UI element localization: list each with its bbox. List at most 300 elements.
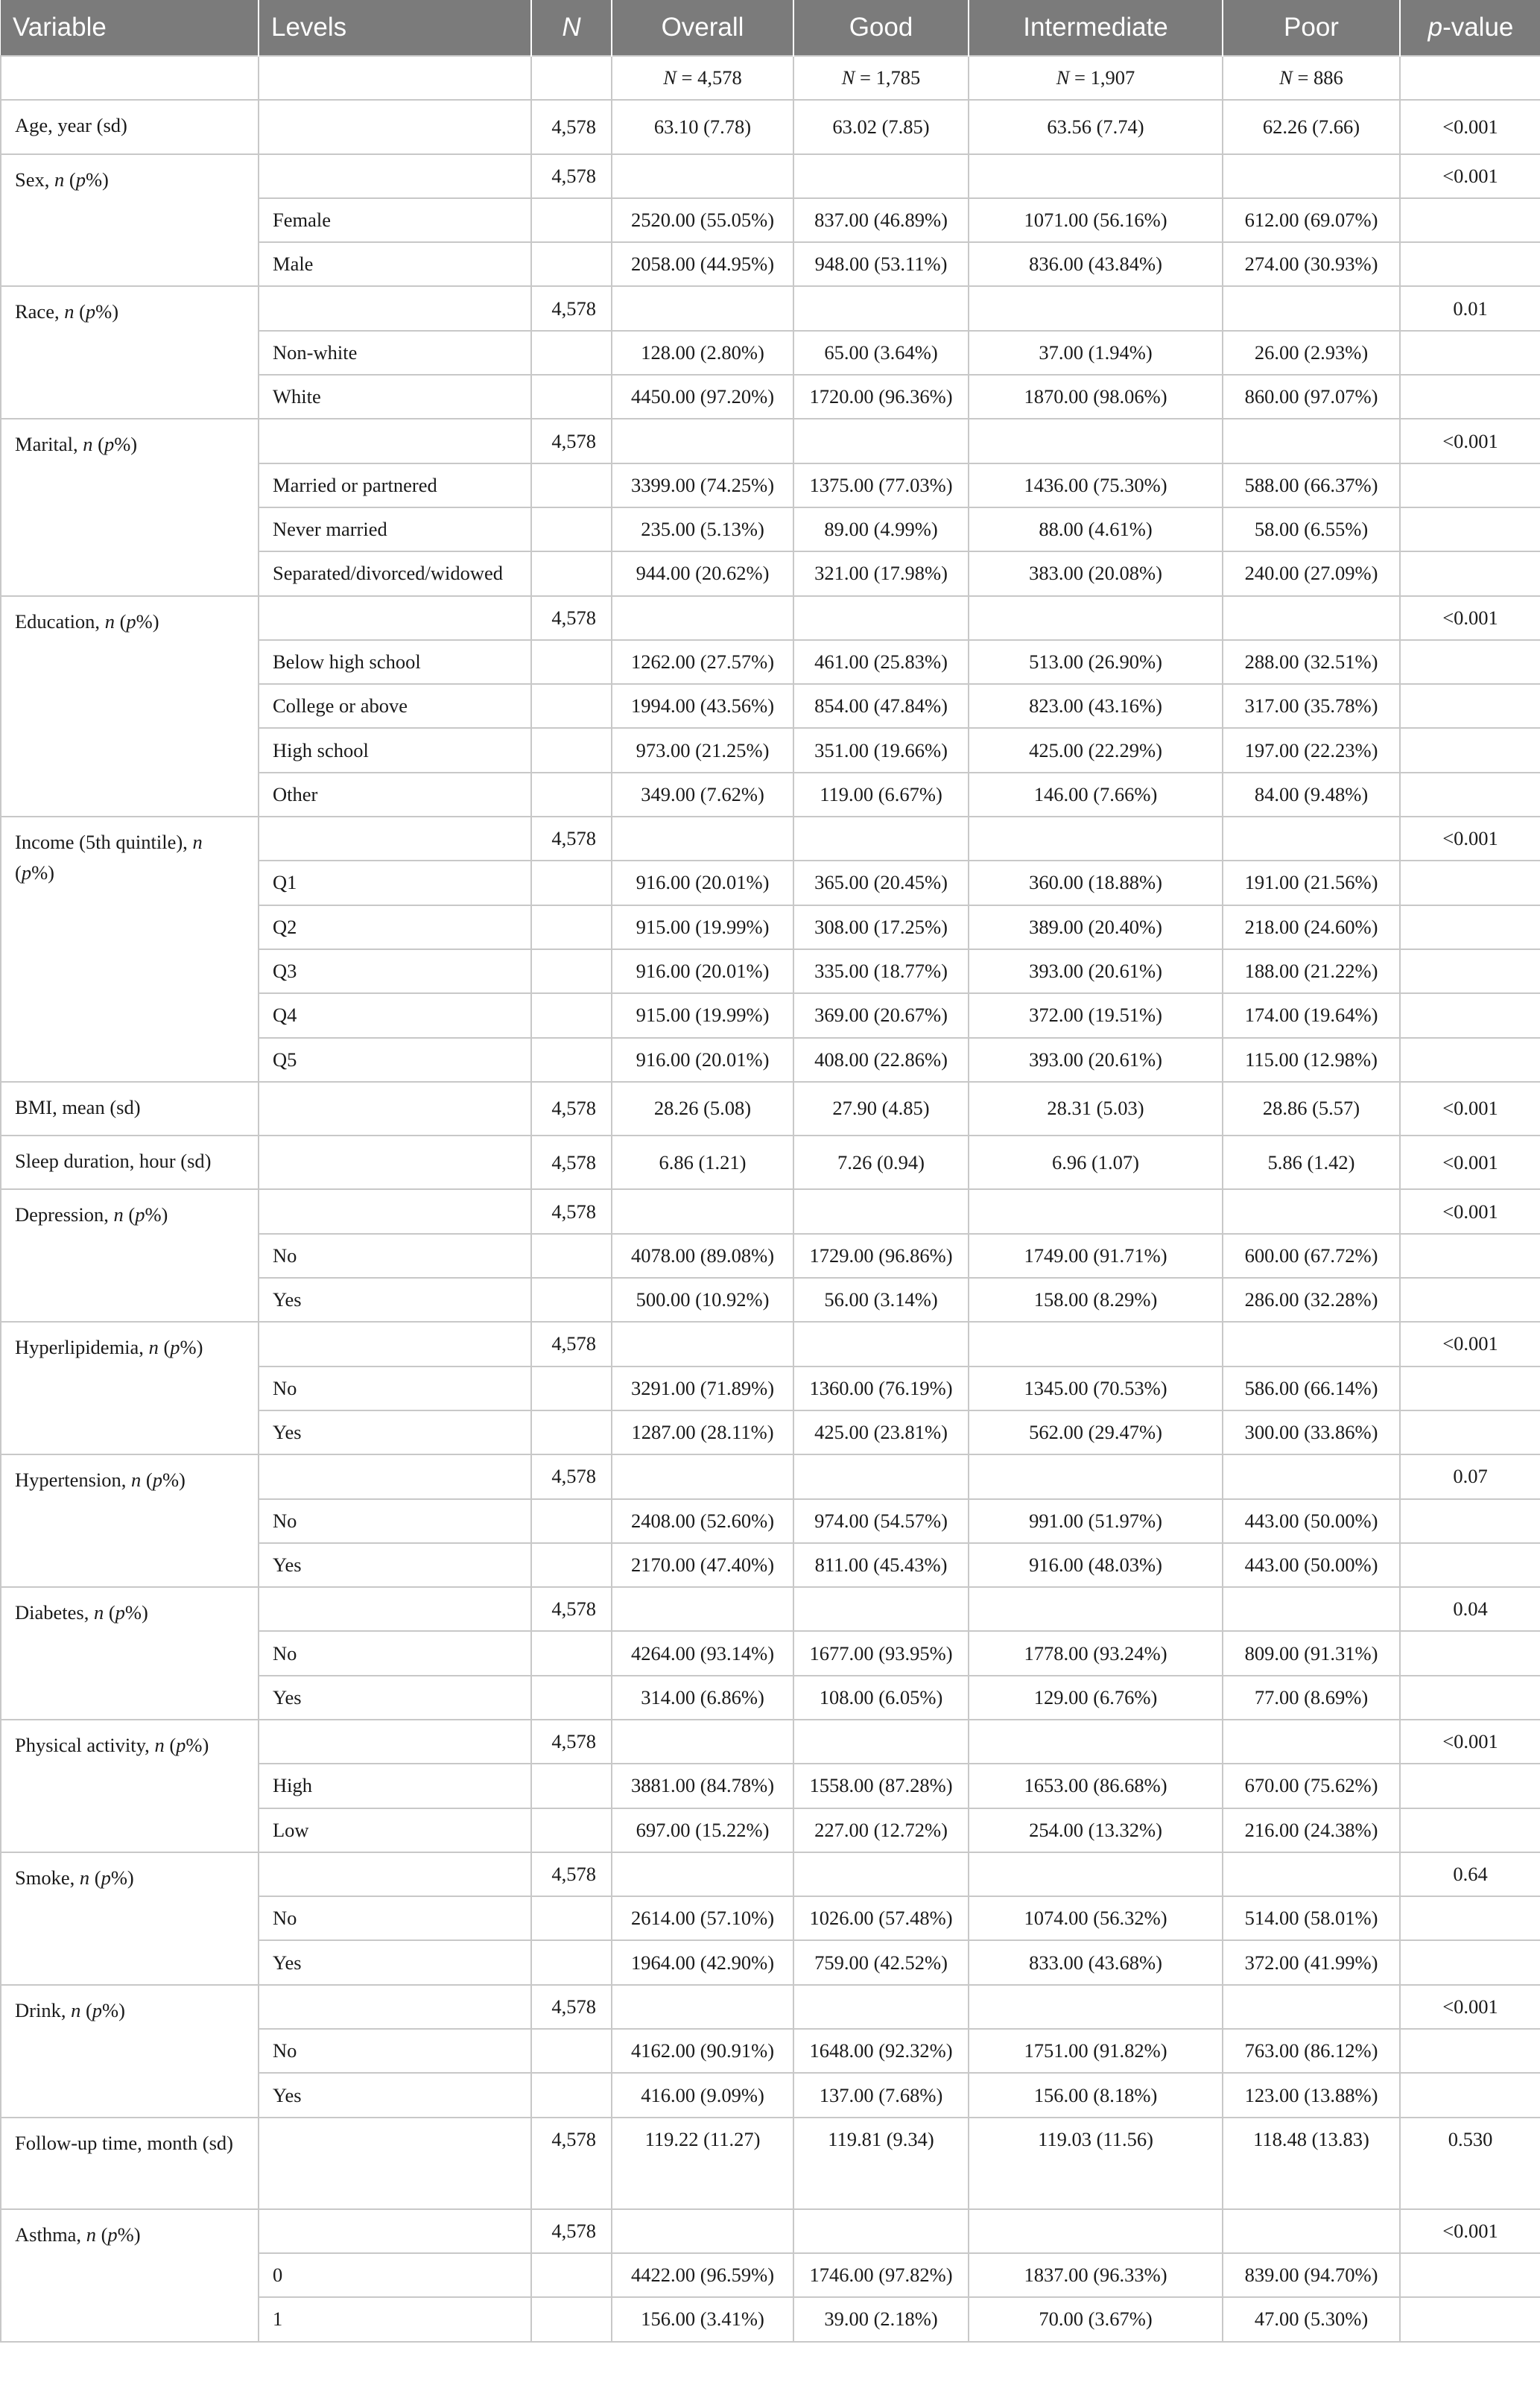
poor-cell: 188.00 (21.22%) xyxy=(1223,949,1400,993)
level-label: Yes xyxy=(259,1278,531,1322)
good-cell: 227.00 (12.72%) xyxy=(793,1808,969,1852)
n-cell xyxy=(531,2029,612,2073)
overall-cell xyxy=(612,1852,793,1896)
good-cell: 108.00 (6.05%) xyxy=(793,1676,969,1720)
good-cell: 27.90 (4.85) xyxy=(793,1082,969,1136)
n-cell xyxy=(531,773,612,817)
variable-cell: Sex, n (p%) xyxy=(1,154,259,287)
variable-cell: BMI, mean (sd) xyxy=(1,1082,259,1136)
poor-cell: 286.00 (32.28%) xyxy=(1223,1278,1400,1322)
n-cell xyxy=(531,684,612,728)
variable-cell: Sleep duration, hour (sd) xyxy=(1,1136,259,1189)
totals-overall: N = 4,578 xyxy=(612,56,793,100)
levels-cell xyxy=(259,1720,531,1764)
good-cell: 461.00 (25.83%) xyxy=(793,640,969,684)
good-cell xyxy=(793,817,969,861)
p-value-cell xyxy=(1400,1543,1540,1587)
header-variable: Variable xyxy=(1,0,259,56)
good-cell: 89.00 (4.99%) xyxy=(793,507,969,551)
poor-cell: 240.00 (27.09%) xyxy=(1223,551,1400,595)
poor-cell: 28.86 (5.57) xyxy=(1223,1082,1400,1136)
good-cell: 119.81 (9.34) xyxy=(793,2118,969,2209)
overall-cell: 1262.00 (27.57%) xyxy=(612,640,793,684)
p-value-cell xyxy=(1400,993,1540,1037)
poor-cell xyxy=(1223,286,1400,330)
good-cell: 1746.00 (97.82%) xyxy=(793,2253,969,2297)
table-row xyxy=(1,2209,1540,2253)
p-value-cell xyxy=(1400,1808,1540,1852)
p-value-cell xyxy=(1400,684,1540,728)
poor-cell: 586.00 (66.14%) xyxy=(1223,1366,1400,1410)
intermediate-cell: 156.00 (8.18%) xyxy=(969,2073,1223,2117)
p-value-cell: <0.001 xyxy=(1400,1322,1540,1366)
poor-cell: 763.00 (86.12%) xyxy=(1223,2029,1400,2073)
p-value-cell xyxy=(1400,1366,1540,1410)
poor-cell: 5.86 (1.42) xyxy=(1223,1136,1400,1189)
n-cell xyxy=(531,198,612,242)
header-p-value: p-value xyxy=(1400,0,1540,56)
level-label: Yes xyxy=(259,1940,531,1984)
poor-cell: 612.00 (69.07%) xyxy=(1223,198,1400,242)
p-value-cell xyxy=(1400,1940,1540,1984)
level-label: 1 xyxy=(259,2297,531,2341)
level-label: Female xyxy=(259,198,531,242)
n-cell: 4,578 xyxy=(531,286,612,330)
n-cell: 4,578 xyxy=(531,1587,612,1631)
poor-cell: 600.00 (67.72%) xyxy=(1223,1234,1400,1278)
n-cell xyxy=(531,242,612,286)
poor-cell: 26.00 (2.93%) xyxy=(1223,331,1400,375)
n-cell xyxy=(531,1631,612,1675)
n-cell xyxy=(531,1278,612,1322)
poor-cell: 317.00 (35.78%) xyxy=(1223,684,1400,728)
level-label: Low xyxy=(259,1808,531,1852)
p-value-cell xyxy=(1400,198,1540,242)
n-cell: 4,578 xyxy=(531,154,612,198)
good-cell xyxy=(793,1322,969,1366)
overall-cell: 1287.00 (28.11%) xyxy=(612,1410,793,1454)
totals-good: N = 1,785 xyxy=(793,56,969,100)
n-cell xyxy=(531,2253,612,2297)
p-value-cell: <0.001 xyxy=(1400,1136,1540,1189)
intermediate-cell xyxy=(969,1587,1223,1631)
good-cell: 974.00 (54.57%) xyxy=(793,1499,969,1543)
n-cell xyxy=(531,551,612,595)
intermediate-cell xyxy=(969,1189,1223,1233)
overall-cell: 697.00 (15.22%) xyxy=(612,1808,793,1852)
good-cell xyxy=(793,1587,969,1631)
overall-cell: 4078.00 (89.08%) xyxy=(612,1234,793,1278)
p-value-cell xyxy=(1400,242,1540,286)
intermediate-cell: 389.00 (20.40%) xyxy=(969,905,1223,949)
table-row xyxy=(1,1082,1540,1136)
good-cell: 408.00 (22.86%) xyxy=(793,1038,969,1082)
overall-cell: 915.00 (19.99%) xyxy=(612,905,793,949)
p-value-cell: <0.001 xyxy=(1400,596,1540,640)
p-value-cell xyxy=(1400,331,1540,375)
totals-intermediate: N = 1,907 xyxy=(969,56,1223,100)
level-label: Q3 xyxy=(259,949,531,993)
intermediate-cell xyxy=(969,596,1223,640)
intermediate-cell xyxy=(969,1322,1223,1366)
good-cell: 65.00 (3.64%) xyxy=(793,331,969,375)
poor-cell: 58.00 (6.55%) xyxy=(1223,507,1400,551)
header-intermediate: Intermediate xyxy=(969,0,1223,56)
overall-cell: 63.10 (7.78) xyxy=(612,100,793,153)
poor-cell: 174.00 (19.64%) xyxy=(1223,993,1400,1037)
level-label: Q2 xyxy=(259,905,531,949)
p-value-cell: <0.001 xyxy=(1400,1985,1540,2029)
overall-cell xyxy=(612,1454,793,1498)
n-cell xyxy=(531,331,612,375)
good-cell: 365.00 (20.45%) xyxy=(793,861,969,905)
n-cell: 4,578 xyxy=(531,419,612,463)
header-overall: Overall xyxy=(612,0,793,56)
poor-cell xyxy=(1223,1587,1400,1631)
overall-cell xyxy=(612,2209,793,2253)
overall-cell: 349.00 (7.62%) xyxy=(612,773,793,817)
poor-cell xyxy=(1223,1454,1400,1498)
p-value-cell: <0.001 xyxy=(1400,100,1540,153)
level-label: Non-white xyxy=(259,331,531,375)
p-value-cell xyxy=(1400,1234,1540,1278)
p-value-cell xyxy=(1400,905,1540,949)
levels-cell xyxy=(259,1189,531,1233)
level-label: Q1 xyxy=(259,861,531,905)
overall-cell: 6.86 (1.21) xyxy=(612,1136,793,1189)
level-label: Other xyxy=(259,773,531,817)
p-value-cell xyxy=(1400,375,1540,419)
table-row xyxy=(1,1136,1540,1189)
level-label: Q5 xyxy=(259,1038,531,1082)
good-cell: 321.00 (17.98%) xyxy=(793,551,969,595)
totals-n-cell xyxy=(531,56,612,100)
overall-cell: 500.00 (10.92%) xyxy=(612,1278,793,1322)
overall-cell: 973.00 (21.25%) xyxy=(612,728,793,772)
n-cell: 4,578 xyxy=(531,596,612,640)
poor-cell: 443.00 (50.00%) xyxy=(1223,1499,1400,1543)
levels-cell xyxy=(259,1852,531,1896)
intermediate-cell: 823.00 (43.16%) xyxy=(969,684,1223,728)
p-value-cell xyxy=(1400,463,1540,507)
good-cell xyxy=(793,2209,969,2253)
p-value-cell xyxy=(1400,551,1540,595)
good-cell: 1360.00 (76.19%) xyxy=(793,1366,969,1410)
overall-cell xyxy=(612,1322,793,1366)
good-cell: 137.00 (7.68%) xyxy=(793,2073,969,2117)
overall-cell: 3881.00 (84.78%) xyxy=(612,1764,793,1808)
p-value-cell xyxy=(1400,1038,1540,1082)
p-value-cell xyxy=(1400,1278,1540,1322)
level-label: No xyxy=(259,1234,531,1278)
table-row xyxy=(1,817,1540,861)
overall-cell xyxy=(612,1587,793,1631)
variable-cell: Depression, n (p%) xyxy=(1,1189,259,1322)
poor-cell xyxy=(1223,419,1400,463)
header-row xyxy=(1,0,1540,56)
p-value-cell: <0.001 xyxy=(1400,419,1540,463)
level-label: Yes xyxy=(259,2073,531,2117)
n-cell: 4,578 xyxy=(531,1136,612,1189)
n-cell xyxy=(531,1366,612,1410)
level-label: No xyxy=(259,1499,531,1543)
intermediate-cell xyxy=(969,1852,1223,1896)
levels-cell xyxy=(259,286,531,330)
table-row xyxy=(1,1189,1540,1233)
n-cell xyxy=(531,1808,612,1852)
n-cell xyxy=(531,2073,612,2117)
p-value-cell xyxy=(1400,1896,1540,1940)
intermediate-cell xyxy=(969,817,1223,861)
variable-cell: Physical activity, n (p%) xyxy=(1,1720,259,1852)
levels-cell xyxy=(259,2118,531,2209)
overall-cell xyxy=(612,817,793,861)
overall-cell: 2170.00 (47.40%) xyxy=(612,1543,793,1587)
intermediate-cell: 425.00 (22.29%) xyxy=(969,728,1223,772)
poor-cell: 860.00 (97.07%) xyxy=(1223,375,1400,419)
overall-cell: 2614.00 (57.10%) xyxy=(612,1896,793,1940)
good-cell: 837.00 (46.89%) xyxy=(793,198,969,242)
table-row xyxy=(1,419,1540,463)
intermediate-cell: 1345.00 (70.53%) xyxy=(969,1366,1223,1410)
p-value-cell xyxy=(1400,2297,1540,2341)
intermediate-cell: 1436.00 (75.30%) xyxy=(969,463,1223,507)
n-cell: 4,578 xyxy=(531,1454,612,1498)
poor-cell: 218.00 (24.60%) xyxy=(1223,905,1400,949)
table-row xyxy=(1,286,1540,330)
overall-cell xyxy=(612,419,793,463)
intermediate-cell: 1749.00 (91.71%) xyxy=(969,1234,1223,1278)
good-cell: 1729.00 (96.86%) xyxy=(793,1234,969,1278)
poor-cell: 62.26 (7.66) xyxy=(1223,100,1400,153)
level-label: 0 xyxy=(259,2253,531,2297)
overall-cell xyxy=(612,1189,793,1233)
n-cell xyxy=(531,1499,612,1543)
level-label: White xyxy=(259,375,531,419)
intermediate-cell: 254.00 (13.32%) xyxy=(969,1808,1223,1852)
overall-cell xyxy=(612,1985,793,2029)
levels-cell xyxy=(259,1322,531,1366)
p-value-cell xyxy=(1400,861,1540,905)
poor-cell: 47.00 (5.30%) xyxy=(1223,2297,1400,2341)
intermediate-cell: 88.00 (4.61%) xyxy=(969,507,1223,551)
poor-cell: 300.00 (33.86%) xyxy=(1223,1410,1400,1454)
p-value-cell: <0.001 xyxy=(1400,2209,1540,2253)
table-row xyxy=(1,1454,1540,1498)
variable-cell: Age, year (sd) xyxy=(1,100,259,153)
level-label: Yes xyxy=(259,1410,531,1454)
n-cell xyxy=(531,993,612,1037)
intermediate-cell: 6.96 (1.07) xyxy=(969,1136,1223,1189)
variable-cell: Follow-up time, month (sd) xyxy=(1,2118,259,2209)
intermediate-cell: 833.00 (43.68%) xyxy=(969,1940,1223,1984)
good-cell xyxy=(793,1189,969,1233)
n-cell: 4,578 xyxy=(531,2209,612,2253)
p-value-cell: 0.04 xyxy=(1400,1587,1540,1631)
n-cell xyxy=(531,1764,612,1808)
overall-cell xyxy=(612,154,793,198)
variable-cell: Diabetes, n (p%) xyxy=(1,1587,259,1720)
variable-cell: Drink, n (p%) xyxy=(1,1985,259,2118)
good-cell: 56.00 (3.14%) xyxy=(793,1278,969,1322)
intermediate-cell xyxy=(969,2209,1223,2253)
poor-cell: 123.00 (13.88%) xyxy=(1223,2073,1400,2117)
good-cell: 39.00 (2.18%) xyxy=(793,2297,969,2341)
intermediate-cell: 393.00 (20.61%) xyxy=(969,949,1223,993)
variable-cell: Smoke, n (p%) xyxy=(1,1852,259,1985)
level-label: Separated/divorced/widowed xyxy=(259,551,531,595)
levels-cell xyxy=(259,817,531,861)
poor-cell xyxy=(1223,1720,1400,1764)
intermediate-cell xyxy=(969,1454,1223,1498)
intermediate-cell: 916.00 (48.03%) xyxy=(969,1543,1223,1587)
n-cell: 4,578 xyxy=(531,1189,612,1233)
p-value-cell: 0.530 xyxy=(1400,2118,1540,2209)
table-row xyxy=(1,2118,1540,2209)
intermediate-cell: 1837.00 (96.33%) xyxy=(969,2253,1223,2297)
intermediate-cell: 1778.00 (93.24%) xyxy=(969,1631,1223,1675)
variable-cell: Marital, n (p%) xyxy=(1,419,259,595)
overall-cell: 3399.00 (74.25%) xyxy=(612,463,793,507)
n-cell: 4,578 xyxy=(531,1720,612,1764)
intermediate-cell xyxy=(969,286,1223,330)
intermediate-cell: 383.00 (20.08%) xyxy=(969,551,1223,595)
p-value-cell: 0.01 xyxy=(1400,286,1540,330)
header-levels: Levels xyxy=(259,0,531,56)
intermediate-cell: 146.00 (7.66%) xyxy=(969,773,1223,817)
intermediate-cell: 1870.00 (98.06%) xyxy=(969,375,1223,419)
table-row xyxy=(1,100,1540,153)
good-cell: 119.00 (6.67%) xyxy=(793,773,969,817)
table-row xyxy=(1,154,1540,198)
levels-cell xyxy=(259,1454,531,1498)
overall-cell: 314.00 (6.86%) xyxy=(612,1676,793,1720)
poor-cell xyxy=(1223,1852,1400,1896)
table-row xyxy=(1,1322,1540,1366)
poor-cell: 197.00 (22.23%) xyxy=(1223,728,1400,772)
table-row xyxy=(1,596,1540,640)
good-cell: 854.00 (47.84%) xyxy=(793,684,969,728)
totals-variable-cell xyxy=(1,56,259,100)
good-cell: 63.02 (7.85) xyxy=(793,100,969,153)
good-cell: 811.00 (45.43%) xyxy=(793,1543,969,1587)
levels-cell xyxy=(259,2209,531,2253)
poor-cell: 118.48 (13.83) xyxy=(1223,2118,1400,2209)
n-cell xyxy=(531,905,612,949)
overall-cell: 3291.00 (71.89%) xyxy=(612,1366,793,1410)
level-label: No xyxy=(259,2029,531,2073)
p-value-cell: <0.001 xyxy=(1400,1720,1540,1764)
intermediate-cell: 119.03 (11.56) xyxy=(969,2118,1223,2209)
overall-cell: 916.00 (20.01%) xyxy=(612,861,793,905)
n-cell xyxy=(531,728,612,772)
overall-cell: 416.00 (9.09%) xyxy=(612,2073,793,2117)
n-cell xyxy=(531,1676,612,1720)
level-label: College or above xyxy=(259,684,531,728)
level-label: Male xyxy=(259,242,531,286)
n-cell: 4,578 xyxy=(531,1322,612,1366)
good-cell xyxy=(793,1985,969,2029)
intermediate-cell: 129.00 (6.76%) xyxy=(969,1676,1223,1720)
intermediate-cell: 1653.00 (86.68%) xyxy=(969,1764,1223,1808)
overall-cell: 4264.00 (93.14%) xyxy=(612,1631,793,1675)
overall-cell xyxy=(612,596,793,640)
level-label: High school xyxy=(259,728,531,772)
header-good: Good xyxy=(793,0,969,56)
p-value-cell: 0.64 xyxy=(1400,1852,1540,1896)
overall-cell: 156.00 (3.41%) xyxy=(612,2297,793,2341)
n-cell xyxy=(531,1940,612,1984)
level-label: Q4 xyxy=(259,993,531,1037)
intermediate-cell: 393.00 (20.61%) xyxy=(969,1038,1223,1082)
levels-cell xyxy=(259,1136,531,1189)
good-cell: 759.00 (42.52%) xyxy=(793,1940,969,1984)
totals-row xyxy=(1,56,1540,100)
p-value-cell xyxy=(1400,728,1540,772)
header-poor: Poor xyxy=(1223,0,1400,56)
poor-cell: 443.00 (50.00%) xyxy=(1223,1543,1400,1587)
good-cell: 1677.00 (93.95%) xyxy=(793,1631,969,1675)
levels-cell xyxy=(259,154,531,198)
level-label: Never married xyxy=(259,507,531,551)
good-cell: 1720.00 (96.36%) xyxy=(793,375,969,419)
poor-cell: 288.00 (32.51%) xyxy=(1223,640,1400,684)
p-value-cell: <0.001 xyxy=(1400,1189,1540,1233)
n-cell xyxy=(531,1410,612,1454)
overall-cell: 916.00 (20.01%) xyxy=(612,949,793,993)
poor-cell xyxy=(1223,596,1400,640)
intermediate-cell: 1751.00 (91.82%) xyxy=(969,2029,1223,2073)
overall-cell: 916.00 (20.01%) xyxy=(612,1038,793,1082)
good-cell xyxy=(793,154,969,198)
level-label: No xyxy=(259,1631,531,1675)
level-label: Yes xyxy=(259,1543,531,1587)
levels-cell xyxy=(259,100,531,153)
level-label: No xyxy=(259,1366,531,1410)
levels-cell xyxy=(259,1587,531,1631)
overall-cell: 119.22 (11.27) xyxy=(612,2118,793,2209)
n-cell xyxy=(531,640,612,684)
n-cell: 4,578 xyxy=(531,817,612,861)
poor-cell: 216.00 (24.38%) xyxy=(1223,1808,1400,1852)
intermediate-cell xyxy=(969,419,1223,463)
variable-cell: Race, n (p%) xyxy=(1,286,259,419)
levels-cell xyxy=(259,1985,531,2029)
good-cell xyxy=(793,1454,969,1498)
p-value-cell: <0.001 xyxy=(1400,154,1540,198)
n-cell xyxy=(531,507,612,551)
variable-cell: Hypertension, n (p%) xyxy=(1,1454,259,1587)
n-cell xyxy=(531,463,612,507)
n-cell: 4,578 xyxy=(531,1082,612,1136)
p-value-cell: <0.001 xyxy=(1400,817,1540,861)
intermediate-cell: 991.00 (51.97%) xyxy=(969,1499,1223,1543)
level-label: Married or partnered xyxy=(259,463,531,507)
level-label: No xyxy=(259,1896,531,1940)
levels-cell xyxy=(259,419,531,463)
overall-cell xyxy=(612,286,793,330)
p-value-cell xyxy=(1400,640,1540,684)
n-cell xyxy=(531,1038,612,1082)
n-cell xyxy=(531,949,612,993)
levels-cell xyxy=(259,1082,531,1136)
poor-cell: 839.00 (94.70%) xyxy=(1223,2253,1400,2297)
poor-cell: 115.00 (12.98%) xyxy=(1223,1038,1400,1082)
p-value-cell: 0.07 xyxy=(1400,1454,1540,1498)
overall-cell: 4450.00 (97.20%) xyxy=(612,375,793,419)
good-cell: 1558.00 (87.28%) xyxy=(793,1764,969,1808)
p-value-cell xyxy=(1400,1631,1540,1675)
